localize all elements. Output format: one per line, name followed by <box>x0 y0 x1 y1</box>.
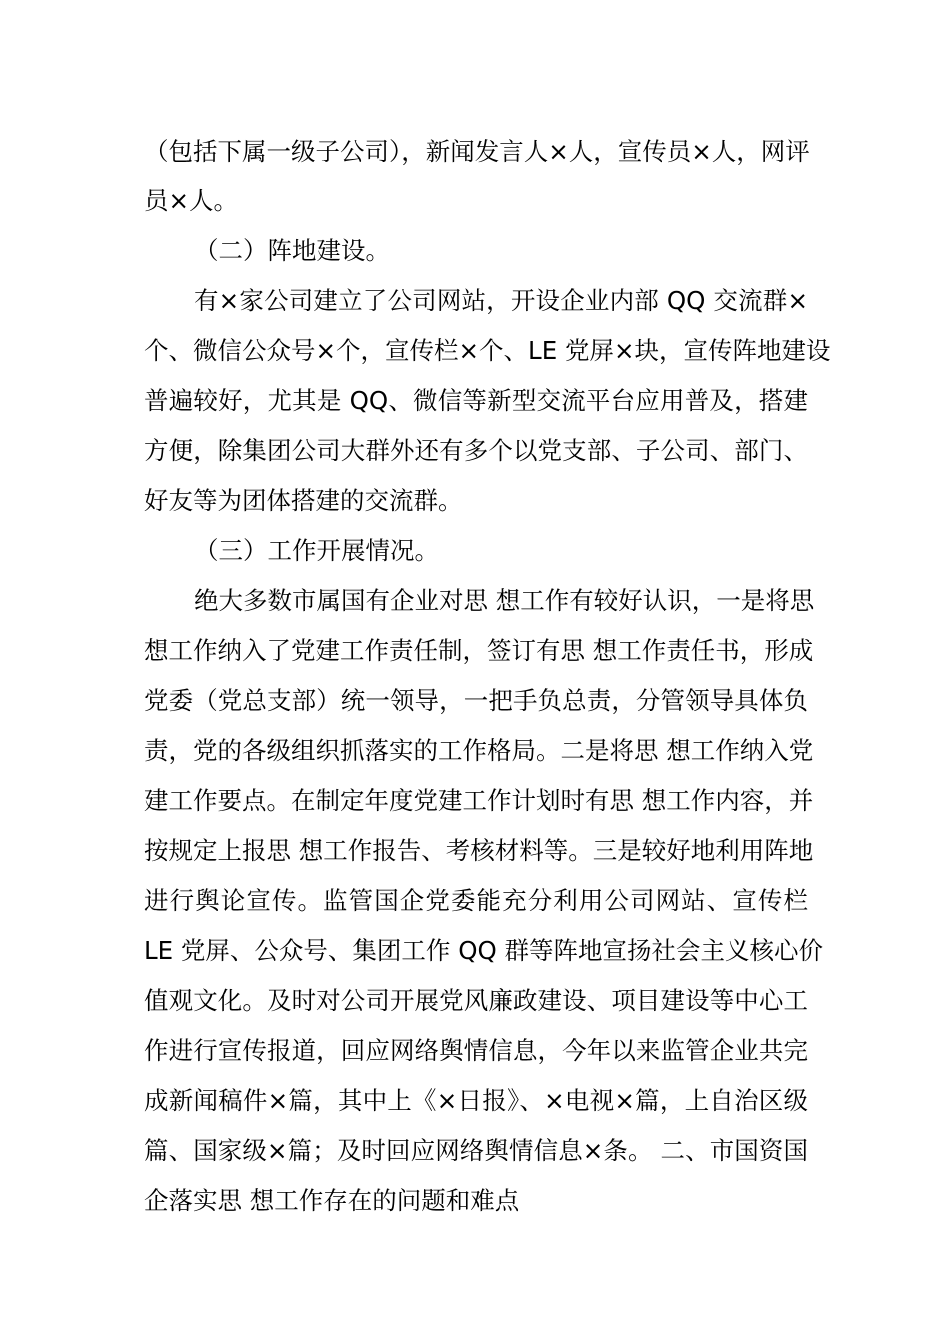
text-line: 个、微信公众号×个，宣传栏×个、LE 党屏×块，宣传阵地建设 <box>144 336 831 365</box>
text-line: 方便，除集团公司大群外还有多个以党支部、子公司、部门、 <box>144 436 808 465</box>
text-line: 成新闻稿件×篇，其中上《×日报》、×电视×篇，上自治区级 <box>144 1086 808 1115</box>
text-line: 有×家公司建立了公司网站，开设企业内部 QQ 交流群× <box>194 286 808 315</box>
section-heading: （二）阵地建设。 <box>194 236 390 265</box>
text-line: 作进行宣传报道，回应网络舆情信息，今年以来监管企业共完 <box>144 1036 808 1065</box>
text-line: LE 党屏、公众号、集团工作 QQ 群等阵地宣扬社会主义核心价 <box>144 936 824 965</box>
text-line: 党委（党总支部）统一领导，一把手负总责，分管领导具体负 <box>144 686 808 715</box>
section-heading: （三）工作开展情况。 <box>194 536 439 565</box>
text-line: 绝大多数市属国有企业对思 想工作有较好认识，一是将思 <box>194 586 815 615</box>
text-line: 建工作要点。在制定年度党建工作计划时有思 想工作内容，并 <box>144 786 814 815</box>
text-line: 普遍较好，尤其是 QQ、微信等新型交流平台应用普及，搭建 <box>144 386 808 415</box>
text-line: 企落实思 想工作存在的问题和难点 <box>144 1186 520 1215</box>
text-line: 篇、国家级×篇；及时回应网络舆情信息×条。 二、市国资国 <box>144 1136 808 1165</box>
text-line: 员×人。 <box>144 186 239 215</box>
text-line: 进行舆论宣传。监管国企党委能充分利用公司网站、宣传栏 <box>144 886 808 915</box>
text-line: 值观文化。及时对公司开展党风廉政建设、项目建设等中心工 <box>144 986 808 1015</box>
text-line: 责，党的各级组织抓落实的工作格局。二是将思 想工作纳入党 <box>144 736 814 765</box>
text-line: 想工作纳入了党建工作责任制，签订有思 想工作责任书，形成 <box>144 636 814 665</box>
text-line: 好友等为团体搭建的交流群。 <box>144 486 463 515</box>
text-line: 按规定上报思 想工作报告、考核材料等。三是较好地利用阵地 <box>144 836 814 865</box>
text-line: （包括下属一级子公司），新闻发言人×人，宣传员×人，网评 <box>144 137 810 166</box>
